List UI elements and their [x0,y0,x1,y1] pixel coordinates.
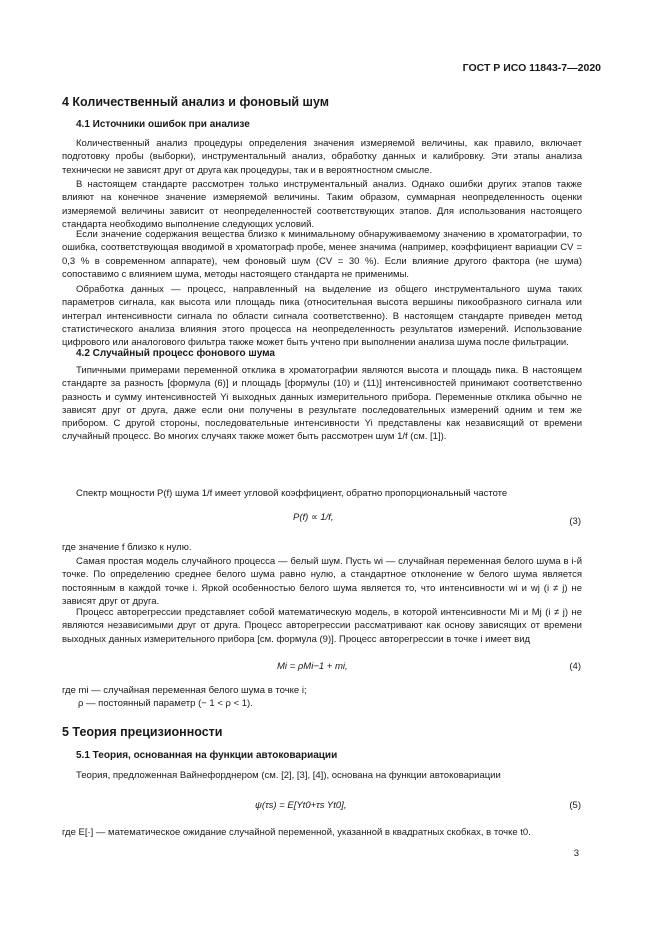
section-4-title: 4 Количественный анализ и фоновый шум [62,95,330,109]
paragraph: Спектр мощности P(f) шума 1/f имеет угловой коэффициент, обратно пропорциональный частоте [76,488,508,499]
paragraph: Количественный анализ процедуры определения значения измеряемой величины, как правило, включает подготовку пробы (выборки), инструментальный анализ, обработку данных и калибровку. Эти этапы анализа технически не зависят друг от друга как процедуры, так и в вероятностном смысле. [62,138,582,176]
paragraph: В настоящем стандарте рассмотрен только инструментальный анализ. Однако ошибки других этапов также влияют на конечное значение измеряемой величины. Таким образом, суммарная неопределенность оценки измеряемой величины зависит от неопределенностей соответствующих этапов. Для использования настоящего стандарта необходимо выполнение следующих условий. [62,179,582,230]
paragraph: Теория, предложенная Вайнефорднером (см. [2], [3], [4]), основана на функции автоковариации [76,770,501,781]
paragraph: Обработка данных — процесс, направленный на выделение из общего инструментального шума таких параметров сигнала, как высота или площадь пика (относительная высота вершины пикообразного сигнала или интеграл интенсивности сигнала по области сигнала соответственно). В настоящем стандарте приведен метод статистического анализа влияния этого процесса на неопределенность результатов измерений. Использование цифрового или аналогового фильтра также может быть учтено при выполнении анализа шума после фильтрации. [62,284,582,349]
paragraph: Если значение содержания вещества близко к минимальному обнаруживаемому значению в хроматографии, то ошибка, соответствующая вводимой в хроматограф пробе, менее значима (например, коэффициент вариации CV = 0,3 % в современном аппарате), чем фоновый шум (CV = 30 %). Если влияние другого фактора (не шума) сопоставимо с влиянием шума, методы настоящего стандарта не применимы. [62,229,582,280]
formula-number: (3) [569,516,581,527]
standard-number: ГОСТ Р ИСО 11843-7—2020 [462,62,601,74]
formula-4: Mi = ρMi−1 + mi, [277,661,348,672]
formula-explanation: где mi — случайная переменная белого шума в точке i; [62,685,307,696]
formula-explanation: ρ — постоянный параметр (− 1 < ρ < 1). [78,698,253,709]
paragraph: Типичными примерами переменной отклика в хроматографии являются высота и площадь пика. В настоящем стандарте за разность [формула (6)] и площадь [формулы (10) и (11)] интенсивностей принимают соответственно разность и сумму интенсивностей Yi выходных данных измерительного прибора. Переменные отклика обычно не зависят друг от друга, даже если они получены в результате последовательных измерений одним и тем же прибором. С другой стороны, последовательные интенсивности Yi представлены как независящий от времени случайный процесс. Во многих случаях также может быть рассмотрен шум 1/f (см. [1]). [62,365,582,443]
section-4-1-title: 4.1 Источники ошибок при анализе [76,119,250,130]
formula-explanation: где E[·] — математическое ожидание случайной переменной, указанной в квадратных скобках, в точке t0. [62,827,531,838]
formula-3: P(f) ∝ 1/f, [293,512,334,523]
paragraph: Самая простая модель случайного процесса — белый шум. Пусть wi — случайная переменная белого шума в i-й точке. По определению среднее белого шума равно нулю, а стандартное отклонение w белого шума является постоянным в каждой точке i. Яркой особенностью белого шума является то, что интенсивности wi и wj (i ≠ j) не зависят друг от друга. [62,556,582,607]
formula-5: ψ(τs) = E[Yt0+τs Yt0], [255,800,347,811]
section-5-1-title: 5.1 Теория, основанная на функции автоковариации [76,750,338,761]
section-5-title: 5 Теория прецизионности [62,725,223,739]
section-4-2-title: 4.2 Случайный процесс фонового шума [76,348,275,359]
page-number: 3 [573,848,579,859]
formula-number: (5) [569,800,581,811]
paragraph: Процесс авторегрессии представляет собой математическую модель, в которой интенсивности Mi и Mj (i ≠ j) не являются независимыми друг от друга. Процесс авторегрессии рассматривают как основу зависящих от времени выходных данных измерительного прибора [см. формула (9)]. Процесс авторегрессии в точке i имеет вид [62,607,582,645]
formula-explanation: где значение f близко к нулю. [62,542,192,553]
formula-number: (4) [569,661,581,672]
